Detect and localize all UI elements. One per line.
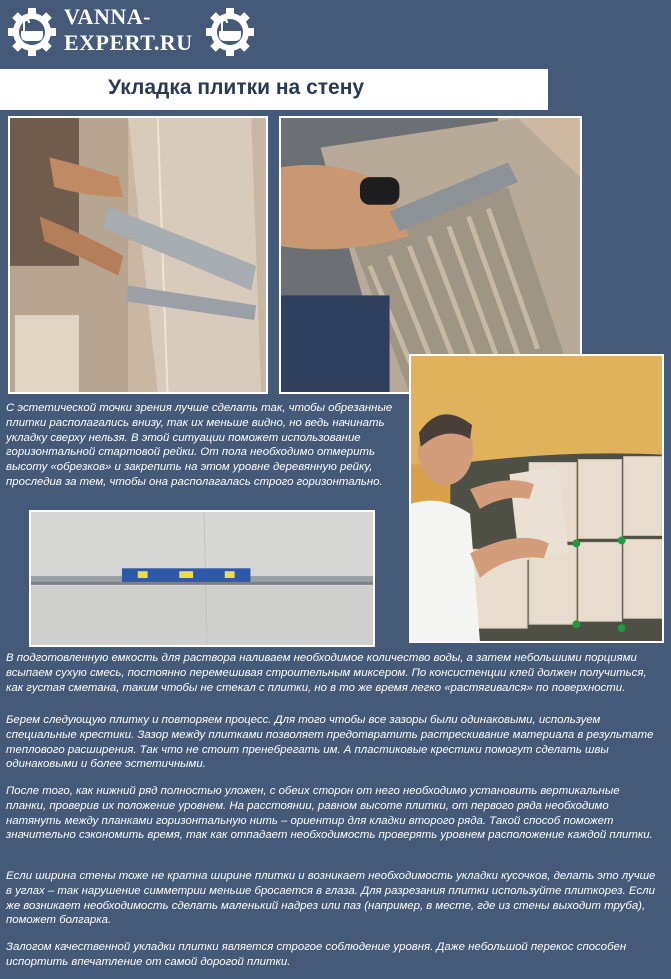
photo-starter-rail <box>8 116 268 394</box>
photo-level-on-rail <box>29 510 375 647</box>
paragraph-3: Берем следующую плитку и повторяем процесс. Для того чтобы все зазоры были одинаковыми, используем специальные крестики. Зазор между плитками позволяет предотвратить растрескивание материала в результате теплового расширения. Так что не стоит пренебрегать им. А пластиковые крестики помогут сделать швы одинаковыми и более эстетичными. <box>6 714 654 771</box>
paragraph-6: Залогом качественной укладки плитки является строгое соблюдение уровня. Даже небольшой перекос способен испортить впечатление от самой дорогой плитки. <box>6 941 627 968</box>
page-title: Укладка плитки на стену <box>108 76 365 99</box>
title-bar <box>0 69 548 110</box>
paragraph-2: В подготовленную емкость для раствора наливаем необходимое количество воды, а затем небольшими порциями всыпаем сухую смесь, постоянно перемешивая строительным миксером. По консистенции клей должен получиться, как густая сметана, таким чтобы не стекал с плитки, но в то же время легко «растягивался» по поверхности. <box>6 652 647 694</box>
bathtub-gear-icon <box>204 6 256 58</box>
photo-man-tiling <box>409 354 664 643</box>
paragraph-1: С эстетической точки зрения лучше сделать так, чтобы обрезанные плитки располагались внизу, так их меньше видно, но ведь начинать укладку сверху нельзя. В этой ситуации поможет использование горизонтальной стартовой рейки. От пола необходимо отмерить высоту «обрезков» и закрепить на этом уровне деревянную рейку, проследив за тем, чтобы она располагалась строго горизонтально. <box>6 402 393 488</box>
paragraph-5: Если ширина стены тоже не кратна ширине плитки и возникает необходимость укладки кусочков, делать это лучше в углах – так нарушение симметрии меньше бросается в глаза. Для разрезания плитки используйте плиткорез. Если же возникает необходимость сделать маленький надрез или паз (например, в месте, где из стены выходит труба), поможет болгарка. <box>6 870 656 927</box>
logo-line-1: VANNA- <box>64 4 151 29</box>
photo-notched-trowel <box>279 116 582 394</box>
logo-line-2: EXPERT.RU <box>64 30 193 55</box>
paragraph-4: После того, как нижний ряд полностью уложен, с обеих сторон от него необходимо установить вертикальные планки, проверив их положение уровнем. На расстоянии, равном высоте плитки, от первого ряда необходимо натянуть между планками горизонтальную нить – ориентир для кладки второго ряда. Такой способ поможет значительно сэкономить время, так как отпадает необходимость проверять уровнем расположение каждой плитки. <box>6 785 653 842</box>
logo-text[interactable] <box>64 4 193 56</box>
bathtub-gear-icon <box>6 6 58 58</box>
